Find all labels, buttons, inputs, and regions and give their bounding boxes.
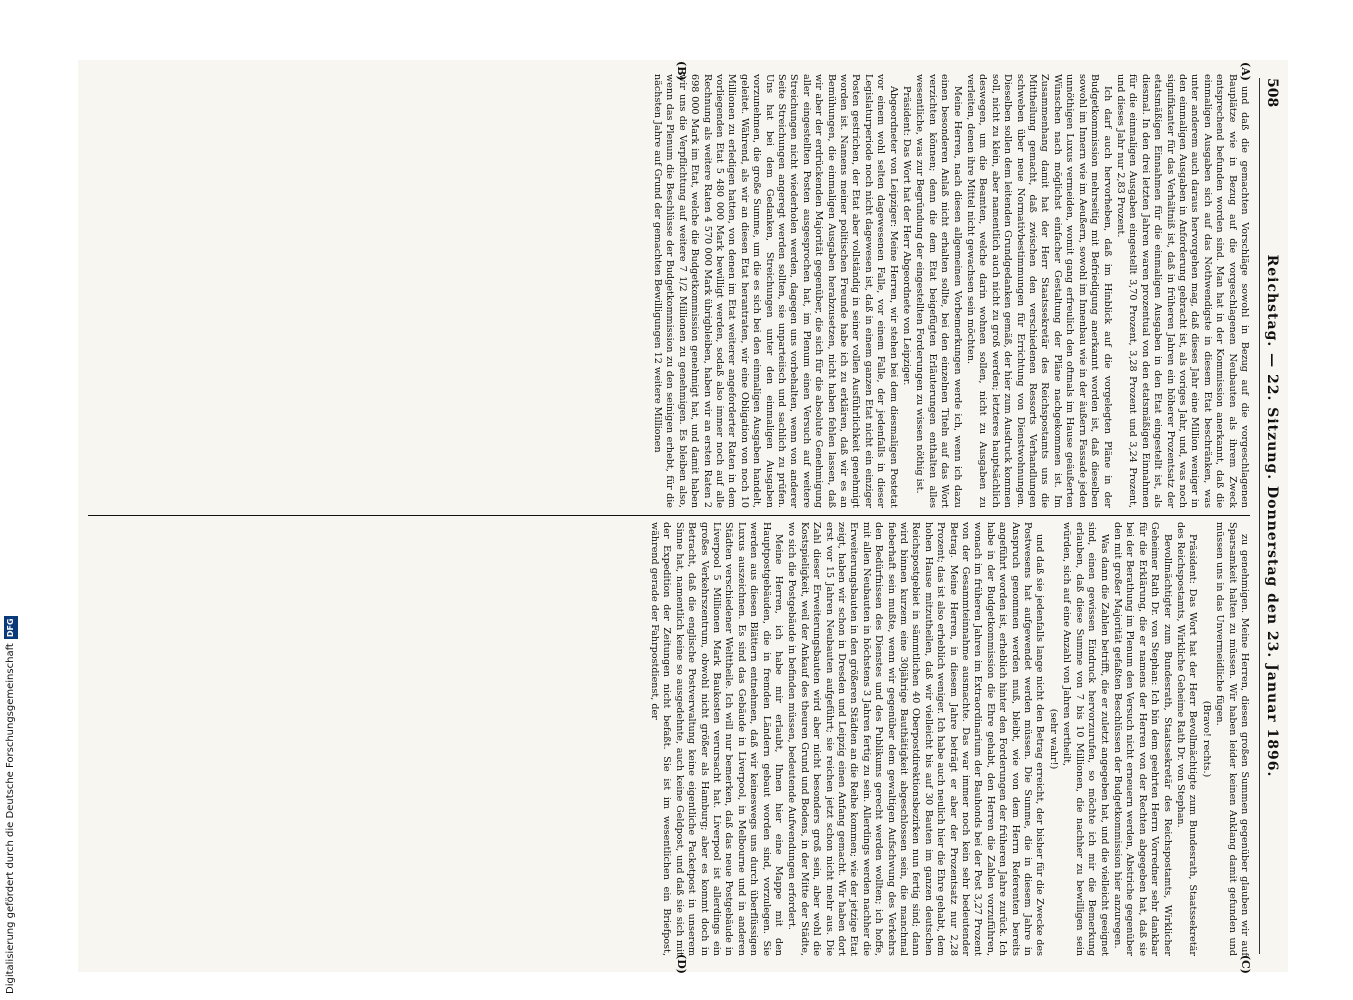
paragraph: und daß die gemachten Vorschläge sowohl in Bezug auf die vorgeschlagenen Bauplätze wie in Bezug auf die vorgeschlagenen Neubauten als ihrem Zweck entsprechend befunden worden sind. Man hat in der Kommission anerkannt, daß die einmaligen Ausgaben sich auf das Nothwendigste in diesem Etat beschränken, was unter anderem auch daraus hervorgehen mag, daß dieses Jahr eine Million weniger in den einmaligen Ausgaben in Anforderung gebracht ist, als voriges Jahr, und, was noch signifikanter für das Verhältniß ist, daß in früheren Jahren ein höherer Prozentsatz der etatsmäßigen Einnahmen für die einmaligen Ausgaben in den Etat eingestellt ist, als diesmal. In den drei letzten Jahren waren prozentual von den etatsmäßigen Einnahmen für die einmaligen Ausgaben eingestellt 3,70 Prozent, 3,28 Prozent und 3,24 Prozent, und dieses Jahr nur 2,83 Prozent. xyxy=(1114,74,1250,508)
left-column xyxy=(88,74,1250,508)
paragraph: Was dann die Zahlen betrifft, die er zuletzt angegeben hat, und die vielleicht geeignet sind, einen gewissen Eindruck hervorzurufen, so möchte ich mir die Bemerkung erlauben, daß diese Summe von 7 bis 10 Millionen, die nachher zu bewilligen sein würden, sich auf eine Anzahl von Jahren vertheilt, xyxy=(1061,522,1110,956)
paragraph: Meine Herren, nach diesen allgemeinen Vorbemerkungen werde ich, wenn ich dazu einen besonderen Anlaß nicht erhalten sollte, bei den einzelnen Titeln auf das Wort verzichten können; denn die dem Etat beigefügten Erläuterungen enthalten alles wesentliche, was zur Begründung der eingestellten Forderungen zu wissen nöthig ist. xyxy=(914,74,963,508)
speaker-paragraph: Präsident: Das Wort hat der Herr Bevollmächtigte zum Bundesrath, Staatssekretär des Reichspostamts, Wirkliche Geheime Rath Dr. von Stephan. xyxy=(1174,522,1199,956)
margin-marker-d: (D) xyxy=(675,954,688,974)
page-content xyxy=(78,60,1288,972)
margin-marker-c: (C) xyxy=(1239,954,1252,974)
interjection: (Bravo! rechts.) xyxy=(1200,700,1212,778)
paragraph: und daß sie jedenfalls lange nicht den Betrag erreicht, der bisher für die Zwecke des Postwesens hat aufgewendet werden müssen. Die Summe, die in diesem Jahre in Anspruch genommen werden muß, bleibt, wie von dem Herrn Referenten bereits angeführt worden ist, erheblich hinter den Forderungen der früheren Jahre zurück. Ich habe in der Budgetkommission die Ehre gehabt, den Herren die Zahlen vorzuführen, wonach im früheren Jahren im Extraordinarium der Bauhonds bei der Post 3,27 Prozent von der Gesammteinnahme ausmachte. Das war immer noch kein sehr bedeutender Betrag. Meine Herren, in diesem Jahre beträgt er aber der Prozentsatz nur 2,28 Prozent; das ist also erheblich weniger. Ich habe auch neulich hier die Ehre gehabt, dem hohen Hause mitzutheilen, daß wir vielleicht bis auf 30 Bauten im ganzen deutschen Reichspostgebiet in sämmtlichen 40 Oberpostdirektionsbezirken nun fertig sind; dann wird binnen kurzem eine 30jährige Bauthätigkeit abgeschlossen sein, die manchmal fieberhaft sein mußte, wenn wir gegenüber dem gewaltigen Aufschwung des Verkehrs den Bedürfnissen des Dienstes und des Publikums gerecht werden wollten; ich hoffe, mit allen Neubauten in höchstens 3 Jahren fertig zu sein. Allerdings werden nachher die Erweiterungsbauten in den größeren Städten an die Reihe kommen; wie der jetzige Etat zeigt, haben wir schon in Dresden und Leipzig einen Anfang gemacht. Wir haben dort erst vor 15 Jahren Neubauten aufgeführt; sie reichen jetzt schon nicht mehr aus. Die Zahl dieser Erweiterungsbauten wird aber nicht besonders groß sein, aber wohl die Kostspieligkeit, weil der Ankauf des theuren Grund und Bodens, in der Mitte der Städte, wo sich die Postgebäude in befinden müssen, bedeutende Aufwendungen erfordert. xyxy=(786,522,1046,956)
page-header xyxy=(1259,78,1282,954)
speaker-paragraph: Abgeordneter von Leipziger: Meine Herren, wir stehen bei dem diesmaligen Postetat vor einem wohl selten dagewesenen Falle, vor einem Falle, der jedenfalls in dieser Legislaturperiode noch nicht dagewesen ist, daß in einem ganzen Etat nicht ein einziger Posten gestrichen, der Etat aber vollständig in seiner vollen Ausführlichkeit genehmigt worden ist. Namens meiner politischen Freunde habe ich zu erklären, daß wir es an Bemühungen, die einmaligen Ausgaben herabzusetzen, nicht haben fehlen lassen, daß wir aber der erdrückenden Majorität gegenüber, die sich für die absolute Genehmigung aller eingestellten Posten ausgesprochen hat, im Plenum einen Versuch auf weitere Streichungen nicht wiederholen werden, dagegen uns vorbehalten, wenn von anderer Seite Streichungen angeregt werden sollten, sie unparteiisch und sachlich zu prüfen. Uns hat bei dem Gedanken, Streichungen unter den einmaligen Ausgaben vorzunehmen, die große Summe, um die es sich bei den einmaligen Ausgaben handelt, geleitet. Während, als wir an diesen Etat herantraten, wir eine Obligation von noch 10 Millionen zu erledigen hatten, von denen im Etat weiterer angeforderter Raten in dem vorliegenden Etat 5 480 000 Mark bewilligt werden, sodaß also immer noch auf alle Rechnung als weitere Raten 4 570 000 Mark übrigbleiben, haben wir an ersten Raten 2 698 000 Mark im Etat, welche die Budgetkommission genehmigt hat, und damit haben wir uns die Verpflichtung auf weitere 7 1/2 Millionen zu genehmigen. Es bleiben also, wenn das Plenum die Beschlüsse der Budgetkommission zu den seinigen erhebt, für die nächsten Jahre auf Grund der gemachten Bewilligungen 12 weitere Millionen xyxy=(651,74,899,508)
speaker-paragraph: Bevollmächtigter zum Bundesrath, Staatssekretär des Reichspostamts, Wirklicher Geheimer Rath Dr. von Stephan: Ich bin dem geehrten Herrn Vorredner sehr dankbar für die Erklärung, die er namens der Herren von der Rechten abgegeben hat, daß sie bei der Berathung im Plenum den Versuch nicht erneuern werden, Abstriche gegenüber den mit großer Majorität gefaßten Beschlüssen der Budgetkommission hier anzuregen. xyxy=(1111,522,1173,956)
dfg-logo: DFG xyxy=(4,616,18,639)
interjection: (sehr wahr!) xyxy=(1047,708,1059,770)
column-divider xyxy=(88,515,1250,516)
digitization-credit xyxy=(4,0,18,1000)
speaker-paragraph: Präsident: Das Wort hat der Herr Abgeordnete von Leipziger. xyxy=(901,86,913,386)
running-title: Reichstag. — 22. Sitzung. Donnerstag den 23. Januar 1896. xyxy=(1264,254,1280,778)
scanned-page xyxy=(78,60,1288,972)
paragraph: zu genehmigen. Meine Herren, diesen großen Summen gegenüber glauben wir auf Sparsamkeit halten zu müssen. Wir haben leider keinen Anklang damit gefunden und müssen uns in das Unvermeidliche fügen. xyxy=(1214,522,1250,956)
paragraph: Ich darf auch hervorheben, daß im Hinblick auf die vorgelegten Pläne in der Budgetkommission mehrseitig mit Befriedigung anerkannt worden ist, daß dieselben sowohl im Innern wie im Aeußern, sowohl im Innenbau wie in der äußern Fassade jeden unnöthigen Luxus vermeiden, womit gang erfreulich den oftmals im Hause geäußerten Wünschen nach möglichst einfacher Gestaltung der Pläne nachgekommen ist. Im Zusammenhang damit hat der Herr Staatssekretär des Reichspostamts uns die Mittheilung gemacht, daß zwischen den verschiedenen Ressorts Verhandlungen schweben über neue Normativbestimmungen für Errichtung von Dienstwohnungen. Dieselben sollen dem leitenden Grundgedanken gemäß, der hier zum Ausdruck kommen soll, nicht zu klein, aber namentlich auch nicht zu groß werden; letzteres hauptsächlich deswegen, um die Beamten, welche darin wohnen sollen, nicht zu Ausgaben zu verleiten, denen ihre Mittel nicht gewachsen sein möchten. xyxy=(965,74,1113,508)
right-column xyxy=(88,522,1250,956)
margin-marker-b: (B) xyxy=(675,61,688,81)
paragraph: Meine Herren, ich habe mir erlaubt, Ihnen hier eine Mappe mit den Hauptpostgebäuden, die in fremden Ländern gebaut worden sind, vorzulegen. Sie werden aus diesen Blättern entnehmen, daß wir keineswegs uns durch überflüssigen Luxus auszeichnen. Es sind das Gebäude in Liverpool, in Melbourne und in anderen Städten verschiedener Welttheile. Ich will nur bemerken, daß das neue Postgebäude in Liverpool 5 Millionen Mark Baukosten verursacht hat. Liverpool ist allerdings ein großes Verkehrszentrum, obwohl nicht größer als Hamburg; aber es kommt doch in Betracht, daß die englische Postverwaltung keine eigentliche Packetpost in unserem Sinne hat, namentlich keine so ausgedehnte, auch keine Geldpost, und daß sie sich mit der Expedition der Zeitungen nicht befaßt. Sie ist im wesentlichen ein Briefpost, während gerade der Fahrpostdienst, der xyxy=(648,522,784,956)
margin-marker-a: (A) xyxy=(1239,62,1252,81)
page-number: 508 xyxy=(1264,78,1280,108)
credit-text: Digitalisierung gefördert durch die Deutsche Forschungsgemeinschaft xyxy=(5,643,16,994)
